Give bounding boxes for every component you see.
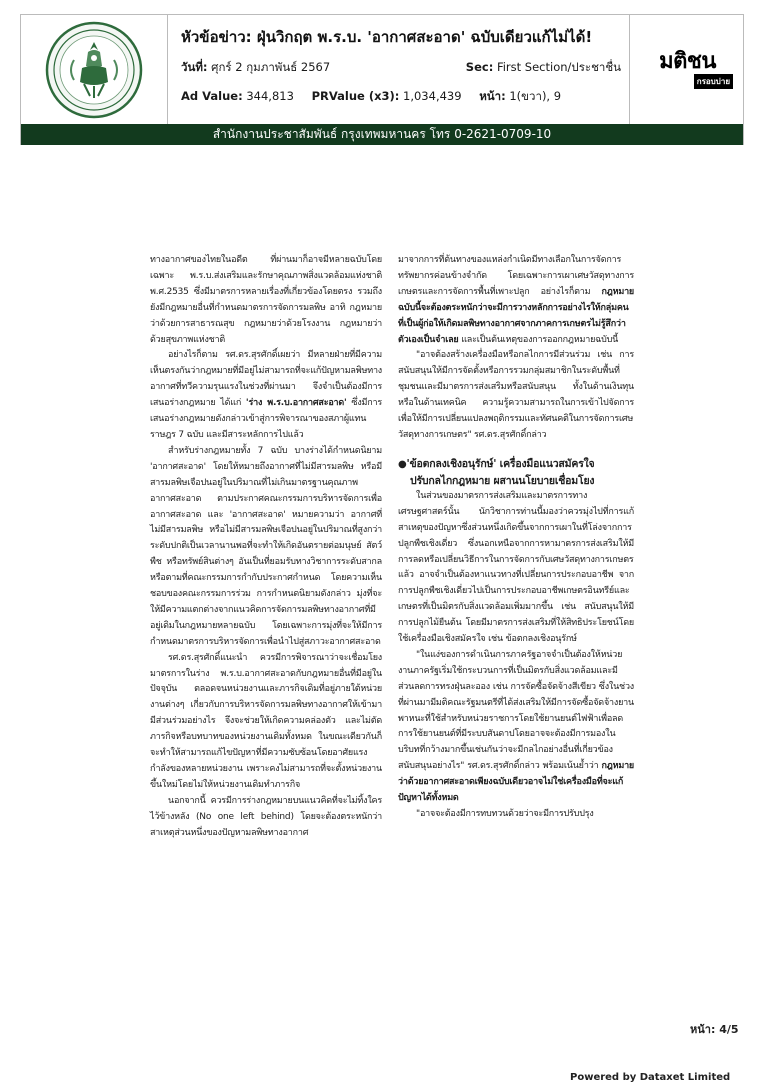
paragraph-text: อย่างไรก็ตาม รศ.ดร.สุรศักดิ์เผยว่า มีหลายฝ่ายที่มีความเห็นตรงกันว่ากฎหมายที่มีอยู่ไม่สามารถที่จะแก้ปัญหามลพิษทางอากาศที่ทวีความรุนแรงในช่วงที่ผ่านมา จึงจำเป็นต้องมีการเสนอร่างกฎหมาย ได้แก่ bbox=[150, 350, 382, 409]
logo-main-text: มติชน bbox=[659, 48, 716, 74]
article-paragraph: ทางอากาศของไทยในอดีต ที่ผ่านมาก็อาจมีหลายฉบับโดยเฉพาะ พ.ร.บ.ส่งเสริมและรักษาคุณภาพสิ่งแวดล้อมแห่งชาติ พ.ศ.2535 ซึ่งมีมาตรการหลายเรื่องที่เกี่ยวข้องโดยตรง รวมถึงยังมีกฎหมายอื่นที่กำหนดมาตรการจัดการมลพิษ อาทิ กฎหมายว่าด้วยการสาธารณสุข กฎหมายว่าด้วยโรงงาน กฎหมายว่าด้วยสุขภาพแห่งชาติ bbox=[150, 255, 382, 345]
article-paragraph: รศ.ดร.สุรศักดิ์แนะนำ ควรมีการพิจารณาว่าจะเชื่อมโยงมาตรการในร่าง พ.ร.บ.อากาศสะอาดกับกฎหมายอื่นที่มีอยู่ในปัจจุบัน ตลอดจนหน่วยงานและภารกิจเดิมที่อยู่ภายใต้หน่วยงานต่างๆ เกี่ยวกับการบริหารจัดการมลพิษทางอากาศให้เข้ามามีส่วนร่วมอย่างไร จึงจะช่วยให้เกิดความคล่องตัว และไม่ตัดภารกิจหรือบทบาทของหน่วยงานเดิมทั้งหมด ในขณะเดียวกันก็จะทำให้สามารถแก้ไขปัญหาที่มีความซับซ้อนโดยอาศัยแรงกำลังของหลายหน่วยงาน เพราะคงไม่สามารถที่จะตั้งหน่วยงานขึ้นใหม่โดยไม่ให้หน่วยงานเดิมทำภารกิจ bbox=[150, 652, 382, 790]
news-clipping-header bbox=[20, 14, 744, 145]
bullet-icon: ● bbox=[398, 458, 407, 470]
page-number-label: หน้า: bbox=[690, 1023, 716, 1036]
article-column-left bbox=[150, 253, 382, 842]
agency-contact-bar: สำนักงานประชาสัมพันธ์ กรุงเทพมหานคร โทร 0-2621-0709-10 bbox=[21, 124, 743, 145]
paragraph-text: มาจากการที่ต้นทางของแหล่งกำเนิดมีทางเลือกในการจัดการทรัพยากรค่อนข้างจำกัด โดยเฉพาะการเผาเศษวัสดุทางการเกษตรและการจัดการพื้นที่เพาะปลูก อย่างไรก็ตาม bbox=[398, 255, 634, 297]
article-paragraph bbox=[398, 648, 634, 807]
value-row bbox=[181, 88, 621, 106]
bold-text: กฎหมายว่าด้วยอากาศสะอาดเพียงฉบับเดียวอาจไม่ใช่เครื่องมือที่จะแก้ปัญหาได้ทั้งหมด bbox=[398, 761, 634, 804]
pr-value: 1,034,439 bbox=[403, 89, 462, 103]
clipping-info bbox=[181, 25, 621, 106]
date-section-row bbox=[181, 59, 621, 77]
bma-seal-icon bbox=[44, 20, 144, 120]
date-value: ศุกร์ 2 กุมภาพันธ์ 2567 bbox=[211, 60, 331, 74]
article-column-right bbox=[398, 253, 634, 823]
page-value: 1(ขวา), 9 bbox=[509, 89, 562, 103]
matichon-logo bbox=[629, 15, 745, 124]
article-paragraph: ในส่วนของมาตรการส่งเสริมและมาตรการทางเศรษฐศาสตร์นั้น นักวิชาการท่านนี้มองว่าควรมุ่งไปที่การแก้สาเหตุของปัญหาซึ่งส่วนหนึ่งเกิดขึ้นจากการเผาในที่โล่งจากการปลูกพืชเชิงเดี่ยว ซึ่งนอกเหนือจากการหามาตรการส่งเสริมให้มีการลดหรือเปลี่ยนวิธีการในการจัดการกับเศษวัสดุทางการเกษตรแล้ว อาจจำเป็นต้องหาแนวทางที่เปลี่ยนการประกอบอาชีพ จากการปลูกพืชเชิงเดี่ยวไปเป็นการประกอบอาชีพเกษตรอินทรีย์และเกษตรที่เป็นมิตรกับสิ่งแวดล้อมเพิ่มมากขึ้น เช่น สนับสนุนให้มีการปลูกไม้ยืนต้น โดยมีมาตรการส่งเสริมที่ให้สิทธิประโยชน์โดยใช้เครื่องมือเชิงสมัครใจ เช่น ข้อตกลงเชิงอนุรักษ์ bbox=[398, 490, 634, 645]
article-paragraph bbox=[150, 348, 382, 443]
headline-label: หัวข้อข่าว: bbox=[181, 28, 252, 46]
bma-seal-box bbox=[21, 15, 168, 124]
bold-text: กฎหมายฉบับนี้จะต้องตระหนักว่าจะมีการวางหลักการอย่างไรให้กลุ่มคนที่เป็นผู้ก่อให้เกิดมลพิษทางอากาศจากภาคการเกษตรไม่รู้สึกว่าตัวเองเป็นจำเลย bbox=[398, 286, 634, 345]
section-value: First Section/ประชาชื่น bbox=[496, 60, 621, 74]
section-label: Sec: bbox=[465, 60, 494, 74]
subheading-line-2: ปรับกลไกกฎหมาย ผสานนโยบายเชื่อมโยง bbox=[410, 474, 595, 487]
powered-by-text: Powered by Dataxet Limited bbox=[570, 1072, 731, 1083]
article-paragraph: "อาจต้องสร้างเครื่องมือหรือกลไกการมีส่วนร่วม เช่น การสนับสนุนให้มีการจัดตั้งหรือการรวมกลุ่มสมาชิกในระดับพื้นที่ชุมชนและมีมาตรการส่งเสริมหรือสนับสนุน ทั้งในด้านเงินทุน หรือในด้านเทคนิค ความรู้ความสามารถในการเข้าไปจัดการ เพื่อให้มีการเปลี่ยนแปลงพฤติกรรมและทัศนคติในการจัดการเศษวัสดุทางการเกษตร" รศ.ดร.สุรศักดิ์กล่าว bbox=[398, 350, 634, 440]
article-paragraph bbox=[398, 253, 634, 348]
subheading bbox=[398, 456, 634, 473]
headline-text: ฝุ่นวิกฤต พ.ร.บ. 'อากาศสะอาด' ฉบับเดียวแก้ไม่ได้! bbox=[256, 28, 593, 46]
article-paragraph: นอกจากนี้ ควรมีการร่างกฎหมายบนแนวคิดที่จะไม่ทิ้งใครไว้ข้างหลัง (No one left behind) โดยจะต้องตระหนักว่าสาเหตุส่วนหนึ่งของปัญหามลพิษทางอากาศ bbox=[150, 795, 382, 838]
paragraph-text: และเป็นต้นเหตุของการออกกฎหมายฉบับนี้ bbox=[461, 334, 619, 345]
ad-value-label: Ad Value: bbox=[181, 89, 243, 103]
article-paragraph: "อาจจะต้องมีการทบทวนด้วยว่าจะมีการปรับปรุง bbox=[416, 809, 594, 819]
page-number bbox=[690, 1020, 739, 1038]
paragraph-text: "ในแง่ของการดำเนินการภาครัฐอาจจำเป็นต้องให้หน่วยงานภาครัฐเริ่มใช้กระบวนการที่เป็นมิตรกับสิ่งแวดล้อมและมีส่วนลดการทรงฝุ่นละออง เช่น การจัดซื้อจัดจ้างสีเขียว ซึ่งในช่วงที่ผ่านมามีมติคณะรัฐมนตรีที่ได้ส่งเสริมให้มีการจัดซื้อจัดจ้างยานพาหนะที่ใช้สำหรับหน่วยราชการโดยใช้ยานยนต์ไฟฟ้าเพื่อลดการใช้ยานยนต์ที่มีระบบสันดาปโดยอาจจะต้องมีการมองในบริบทที่กว้างมากขึ้นเช่นกันว่าจะมีกลไกอย่างอื่นที่เกี่ยวข้องสนับสนุนอย่างไร" รศ.ดร.สุรศักดิ์กล่าว พร้อมเน้นย้ำว่า bbox=[398, 649, 634, 772]
pr-value-label: PRValue (x3): bbox=[311, 89, 400, 103]
article-paragraph: สำหรับร่างกฎหมายทั้ง 7 ฉบับ บางร่างได้กำหนดนิยาม 'อากาศสะอาด' โดยให้หมายถึงอากาศที่ไม่มีสารมลพิษ หรือมีสารมลพิษเจือปนอยู่ในปริมาณที่ไม่เกินมาตรฐานคุณภาพอากาศสะอาด ตามประกาศคณะกรรมการบริหารจัดการเพื่ออากาศสะอาด และ 'อากาศสะอาด' หมายความว่า อากาศที่ไม่มีสารมลพิษ หรือไม่มีสารมลพิษเจือปนอยู่ในปริมาณที่สูงกว่าระดับปกติเป็นเวลานานพอที่จะทำให้เกิดอันตรายต่อมนุษย์ สัตว์ พืช หรือทรัพย์สินต่างๆ อันเป็นที่ยอมรับทางวิชาการระดับสากล หรือตามที่คณะกรรมการกำกับประกาศกำหนด โดยความเห็นชอบของคณะกรรมการร่วม การกำหนดนิยามดังกล่าว มุ่งที่จะให้มีความแตกต่างจากแนวคิดการจัดการมลพิษทางอากาศที่มีอยู่เดิมในกฎหมายหลายฉบับ โดยเฉพาะการมุ่งที่จะให้มีการกำหนดมาตรการบริหารจัดการเพื่อนำไปสู่สภาวะอากาศสะอาด bbox=[150, 445, 382, 647]
subheading-line-1: 'ข้อตกลงเชิงอนุรักษ์' เครื่องมือแนวสมัครใจ bbox=[406, 457, 595, 470]
page-label: หน้า: bbox=[479, 89, 506, 103]
date-label: วันที่: bbox=[181, 60, 208, 74]
paragraph-text: ซึ่งมีการเสนอร่างกฎหมายดังกล่าวเข้าสู่การพิจารณาของสภาผู้แทนราษฎร 7 ฉบับ และมีสาระหลักการไปแล้ว bbox=[150, 398, 382, 440]
page-number-value: 4/5 bbox=[719, 1023, 739, 1036]
ad-value: 344,813 bbox=[246, 89, 294, 103]
bold-text: 'ร่าง พ.ร.บ.อากาศสะอาด' bbox=[245, 398, 347, 409]
logo-edition-tag: กรอบบ่าย bbox=[694, 74, 733, 89]
headline bbox=[181, 25, 621, 49]
